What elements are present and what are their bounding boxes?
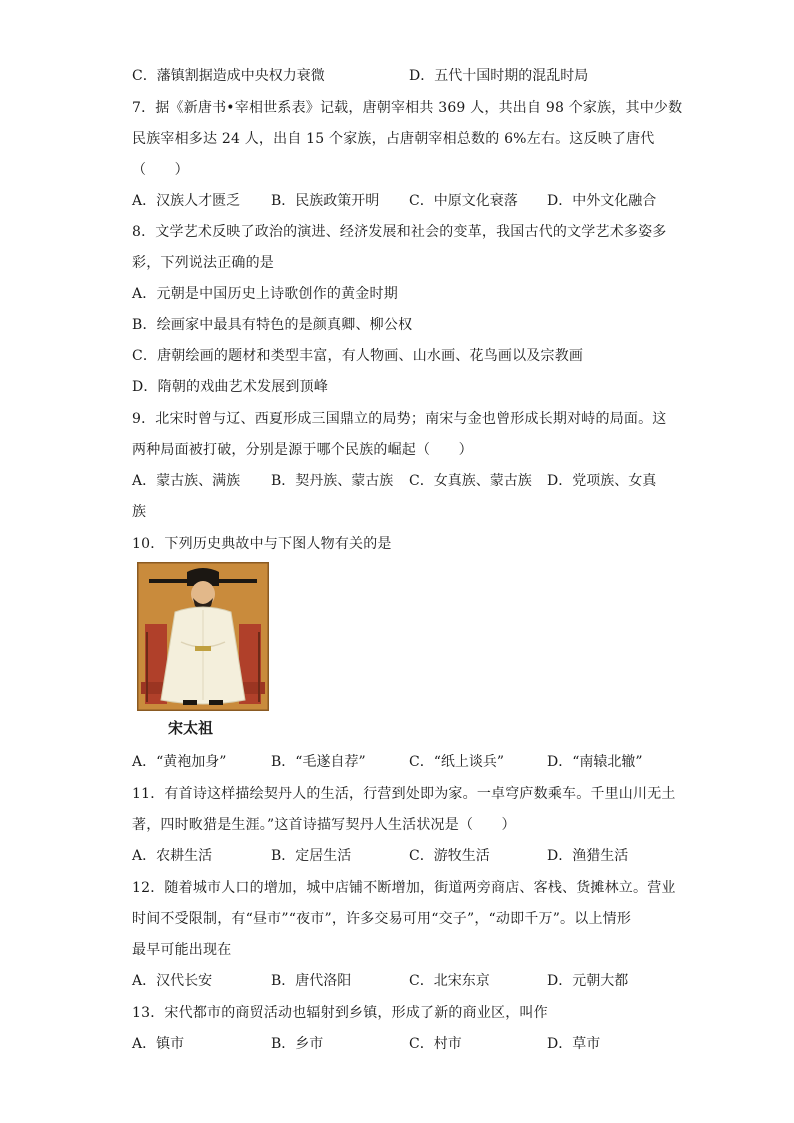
q12-option-b: B．唐代洛阳 <box>271 973 352 989</box>
q9-option-d-wrap: 族 <box>132 504 147 520</box>
q7-stem-line-1: 7．据《新唐书•宰相世系表》记载，唐朝宰相共 369 人，共出自 98 个家族，其中少数 <box>132 100 683 116</box>
q6-option-d: D．五代十国时期的混乱时局 <box>409 68 589 84</box>
q13-option-c: C．村市 <box>409 1036 462 1052</box>
q12-option-d: D．元朝大都 <box>547 973 629 989</box>
q8-option-c: C．唐朝绘画的题材和类型丰富，有人物画、山水画、花鸟画以及宗教画 <box>132 348 584 364</box>
song-taizu-portrait <box>137 562 269 711</box>
q8-stem-line-2: 彩，下列说法正确的是 <box>132 255 274 271</box>
q13-stem: 13．宋代都市的商贸活动也辐射到乡镇，形成了新的商业区，叫作 <box>132 1005 548 1021</box>
q10-option-a: A．“黄袍加身” <box>132 754 227 770</box>
q12-stem-line-1: 12．随着城市人口的增加，城中店铺不断增加，街道两旁商店、客栈、货摊林立。营业 <box>132 880 676 896</box>
q7-option-a: A．汉族人才匮乏 <box>132 193 241 209</box>
q7-option-b: B．民族政策开明 <box>271 193 380 209</box>
q7-option-c: C．中原文化衰落 <box>409 193 518 209</box>
q10-stem: 10．下列历史典故中与下图人物有关的是 <box>132 536 392 552</box>
q11-option-b: B．定居生活 <box>271 848 352 864</box>
q6-option-c: C．藩镇割据造成中央权力衰微 <box>132 68 325 84</box>
q9-stem-line-1: 9．北宋时曾与辽、西夏形成三国鼎立的局势；南宋与金也曾形成长期对峙的局面。这 <box>132 411 667 427</box>
portrait-caption: 宋太祖 <box>168 719 214 737</box>
q9-option-d: D．党项族、女真 <box>547 473 657 489</box>
q10-option-c: C．“纸上谈兵” <box>409 754 505 770</box>
portrait-painting <box>137 562 269 711</box>
q11-stem-line-1: 11．有首诗这样描绘契丹人的生活，行营到处即为家。一卓穹庐数乘车。千里山川无土 <box>132 786 676 802</box>
q9-option-c: C．女真族、蒙古族 <box>409 473 532 489</box>
q13-option-b: B．乡市 <box>271 1036 324 1052</box>
q7-answer-blank: （ ） <box>132 162 189 178</box>
q10-option-b: B．“毛遂自荐” <box>271 754 366 770</box>
q12-stem-line-2: 时间不受限制，有“昼市”“夜市”，许多交易可用“交子”，“动即千万”。以上情形 <box>132 911 632 927</box>
q10-option-d: D．“南辕北辙” <box>547 754 643 770</box>
q7-stem-line-2: 民族宰相多达 24 人，出自 15 个家族，占唐朝宰相总数的 6%左右。这反映了唐代 <box>132 131 655 147</box>
q12-option-a: A．汉代长安 <box>132 973 213 989</box>
q9-stem-line-2: 两种局面被打破，分别是源于哪个民族的崛起（ ） <box>132 442 473 458</box>
q8-stem-line-1: 8．文学艺术反映了政治的演进、经济发展和社会的变革，我国古代的文学艺术多姿多 <box>132 224 667 240</box>
q9-option-b: B．契丹族、蒙古族 <box>271 473 394 489</box>
q11-option-c: C．游牧生活 <box>409 848 490 864</box>
q11-stem-line-2: 著，四时畋猎是生涯。”这首诗描写契丹人生活状况是（ ） <box>132 817 516 833</box>
q13-option-a: A．镇市 <box>132 1036 185 1052</box>
q12-stem-line-3: 最早可能出现在 <box>132 942 232 958</box>
q8-option-a: A．元朝是中国历史上诗歌创作的黄金时期 <box>132 286 398 302</box>
q7-option-d: D．中外文化融合 <box>547 193 657 209</box>
q8-option-d: D．隋朝的戏曲艺术发展到顶峰 <box>132 379 329 395</box>
q8-option-b: B．绘画家中最具有特色的是颜真卿、柳公权 <box>132 317 413 333</box>
q11-option-a: A．农耕生活 <box>132 848 213 864</box>
q9-option-a: A．蒙古族、满族 <box>132 473 241 489</box>
q13-option-d: D．草市 <box>547 1036 601 1052</box>
q12-option-c: C．北宋东京 <box>409 973 490 989</box>
q11-option-d: D．渔猎生活 <box>547 848 629 864</box>
